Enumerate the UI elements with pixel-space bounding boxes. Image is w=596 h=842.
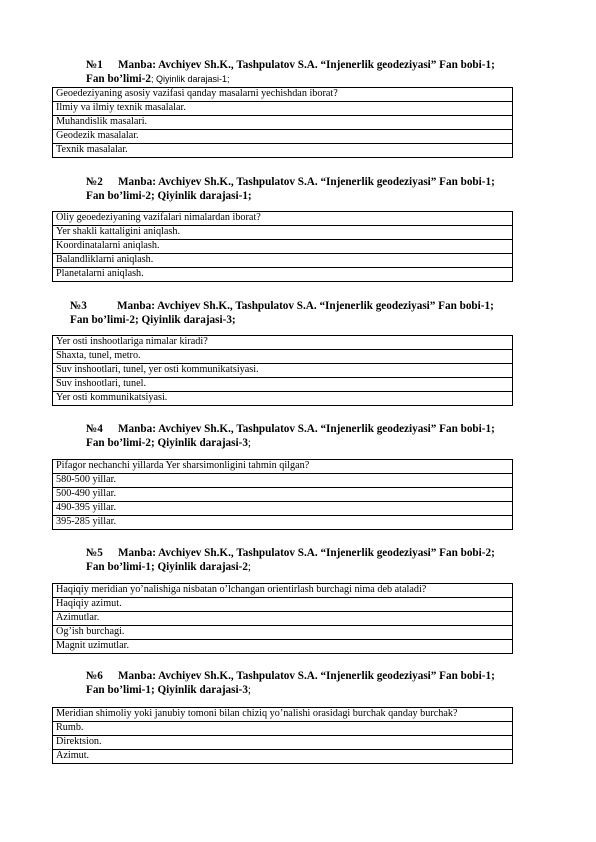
question-5-table	[52, 583, 513, 654]
question-source: Manba: Avchiyev Sh.K., Tashpulatov S.A. “Injenerlik geodeziyasi” Fan bobi-2;	[118, 547, 495, 559]
answer-option: Direktsion.	[53, 736, 513, 750]
question-difficulty: ;	[247, 561, 252, 573]
question-number: №1	[86, 59, 103, 71]
question-section: Fan bo’limi-2; Qiyinlik darajasi-3;	[70, 314, 236, 326]
question-text-row	[53, 212, 513, 226]
answer-row	[53, 226, 513, 240]
question-text: Meridian shimoliy yoki janubiy tomoni bilan chiziq yo’nalishi orasidagi burchak qanday burchak?	[53, 708, 513, 722]
answer-option: Muhandislik masalari.	[53, 116, 513, 130]
answer-row	[53, 102, 513, 116]
question-source: Manba: Avchiyev Sh.K., Tashpulatov S.A. “Injenerlik geodeziyasi” Fan bobi-1;	[118, 176, 495, 188]
answer-option: Magnit uzimutlar.	[53, 640, 513, 654]
question-2-meta-line	[86, 189, 252, 203]
question-text: Oliy geoedeziyaning vazifalari nimalardan iborat?	[53, 212, 513, 226]
answer-row	[53, 364, 513, 378]
question-text-row	[53, 460, 513, 474]
question-2-table	[52, 211, 513, 282]
question-text: Geoedeziyaning asosiy vazifasi qanday masalarni yechishdan iborat?	[53, 88, 513, 102]
question-section: Fan bo’limi-2	[86, 73, 151, 85]
question-1-table	[52, 87, 513, 158]
question-2-source-line	[86, 175, 495, 189]
question-number: №2	[86, 176, 103, 188]
answer-option: Yer osti kommunikatsiyasi.	[53, 392, 513, 406]
answer-option: 500-490 yillar.	[53, 488, 513, 502]
question-6-table	[52, 707, 513, 764]
question-source: Manba: Avchiyev Sh.K., Tashpulatov S.A. “Injenerlik geodeziyasi” Fan bobi-1;	[118, 670, 495, 682]
answer-row	[53, 516, 513, 530]
question-source: Manba: Avchiyev Sh.K., Tashpulatov S.A. “Injenerlik geodeziyasi” Fan bobi-1;	[118, 423, 495, 435]
answer-row	[53, 268, 513, 282]
question-text-row	[53, 708, 513, 722]
answer-option: 395-285 yillar.	[53, 516, 513, 530]
answer-row	[53, 350, 513, 364]
question-difficulty: ;	[247, 684, 252, 696]
question-4-source-line	[86, 422, 495, 436]
answer-option: Shaxta, tunel, metro.	[53, 350, 513, 364]
question-section: Fan bo’limi-1; Qiyinlik darajasi-3	[86, 684, 248, 696]
question-4-table	[52, 459, 513, 530]
answer-row	[53, 598, 513, 612]
answer-row	[53, 392, 513, 406]
question-3-source-line	[70, 299, 494, 313]
answer-row	[53, 254, 513, 268]
answer-row	[53, 116, 513, 130]
question-difficulty: ;	[247, 437, 252, 449]
answer-option: 580-500 yillar.	[53, 474, 513, 488]
answer-option: Haqiqiy azimut.	[53, 598, 513, 612]
answer-option: Geodezik masalalar.	[53, 130, 513, 144]
answer-row	[53, 750, 513, 764]
question-5-source-line	[86, 546, 495, 560]
answer-option: Og’ish burchagi.	[53, 626, 513, 640]
question-4-meta-line	[86, 436, 251, 450]
question-1-meta-line	[86, 72, 229, 86]
answer-option: 490-395 yillar.	[53, 502, 513, 516]
question-text: Yer osti inshootlariga nimalar kiradi?	[53, 336, 513, 350]
answer-row	[53, 378, 513, 392]
question-section: Fan bo’limi-1; Qiyinlik darajasi-2	[86, 561, 248, 573]
answer-option: Ilmiy va ilmiy texnik masalalar.	[53, 102, 513, 116]
question-source: Manba: Avchiyev Sh.K., Tashpulatov S.A. “Injenerlik geodeziyasi” Fan bobi-1;	[117, 300, 494, 312]
answer-option: Texnik masalalar.	[53, 144, 513, 158]
question-number: №6	[86, 670, 103, 682]
answer-option: Azimutlar.	[53, 612, 513, 626]
answer-row	[53, 240, 513, 254]
answer-row	[53, 626, 513, 640]
question-6-source-line	[86, 669, 495, 683]
question-number: №3	[70, 300, 87, 312]
answer-row	[53, 130, 513, 144]
answer-option: Balandliklarni aniqlash.	[53, 254, 513, 268]
answer-row	[53, 144, 513, 158]
answer-row	[53, 736, 513, 750]
question-number: №5	[86, 547, 103, 559]
question-6-meta-line	[86, 683, 251, 697]
question-section: Fan bo’limi-2; Qiyinlik darajasi-3	[86, 437, 248, 449]
question-source: Manba: Avchiyev Sh.K., Tashpulatov S.A. “Injenerlik geodeziyasi” Fan bobi-1;	[118, 59, 495, 71]
answer-row	[53, 640, 513, 654]
answer-option: Planetalarni aniqlash.	[53, 268, 513, 282]
answer-option: Azimut.	[53, 750, 513, 764]
question-text-row	[53, 336, 513, 350]
answer-option: Suv inshootlari, tunel, yer osti kommunikatsiyasi.	[53, 364, 513, 378]
answer-option: Rumb.	[53, 722, 513, 736]
answer-row	[53, 474, 513, 488]
question-text-row	[53, 584, 513, 598]
question-text: Pifagor nechanchi yillarda Yer sharsimonligini tahmin qilgan?	[53, 460, 513, 474]
question-5-meta-line	[86, 560, 251, 574]
answer-row	[53, 502, 513, 516]
question-text: Haqiqiy meridian yo’nalishiga nisbatan o’lchangan orientirlash burchagi nima deb ataladi?	[53, 584, 513, 598]
question-section: Fan bo’limi-2; Qiyinlik darajasi-1;	[86, 190, 252, 202]
answer-option: Yer shakli kattaligini aniqlash.	[53, 226, 513, 240]
question-3-meta-line	[70, 313, 236, 327]
question-1-source-line	[86, 58, 495, 72]
question-number: №4	[86, 423, 103, 435]
question-3-table	[52, 335, 513, 406]
answer-row	[53, 488, 513, 502]
question-difficulty: ; Qiyinlik darajasi-1;	[150, 74, 230, 84]
answer-option: Suv inshootlari, tunel.	[53, 378, 513, 392]
question-text-row	[53, 88, 513, 102]
answer-row	[53, 612, 513, 626]
answer-option: Koordinatalarni aniqlash.	[53, 240, 513, 254]
answer-row	[53, 722, 513, 736]
